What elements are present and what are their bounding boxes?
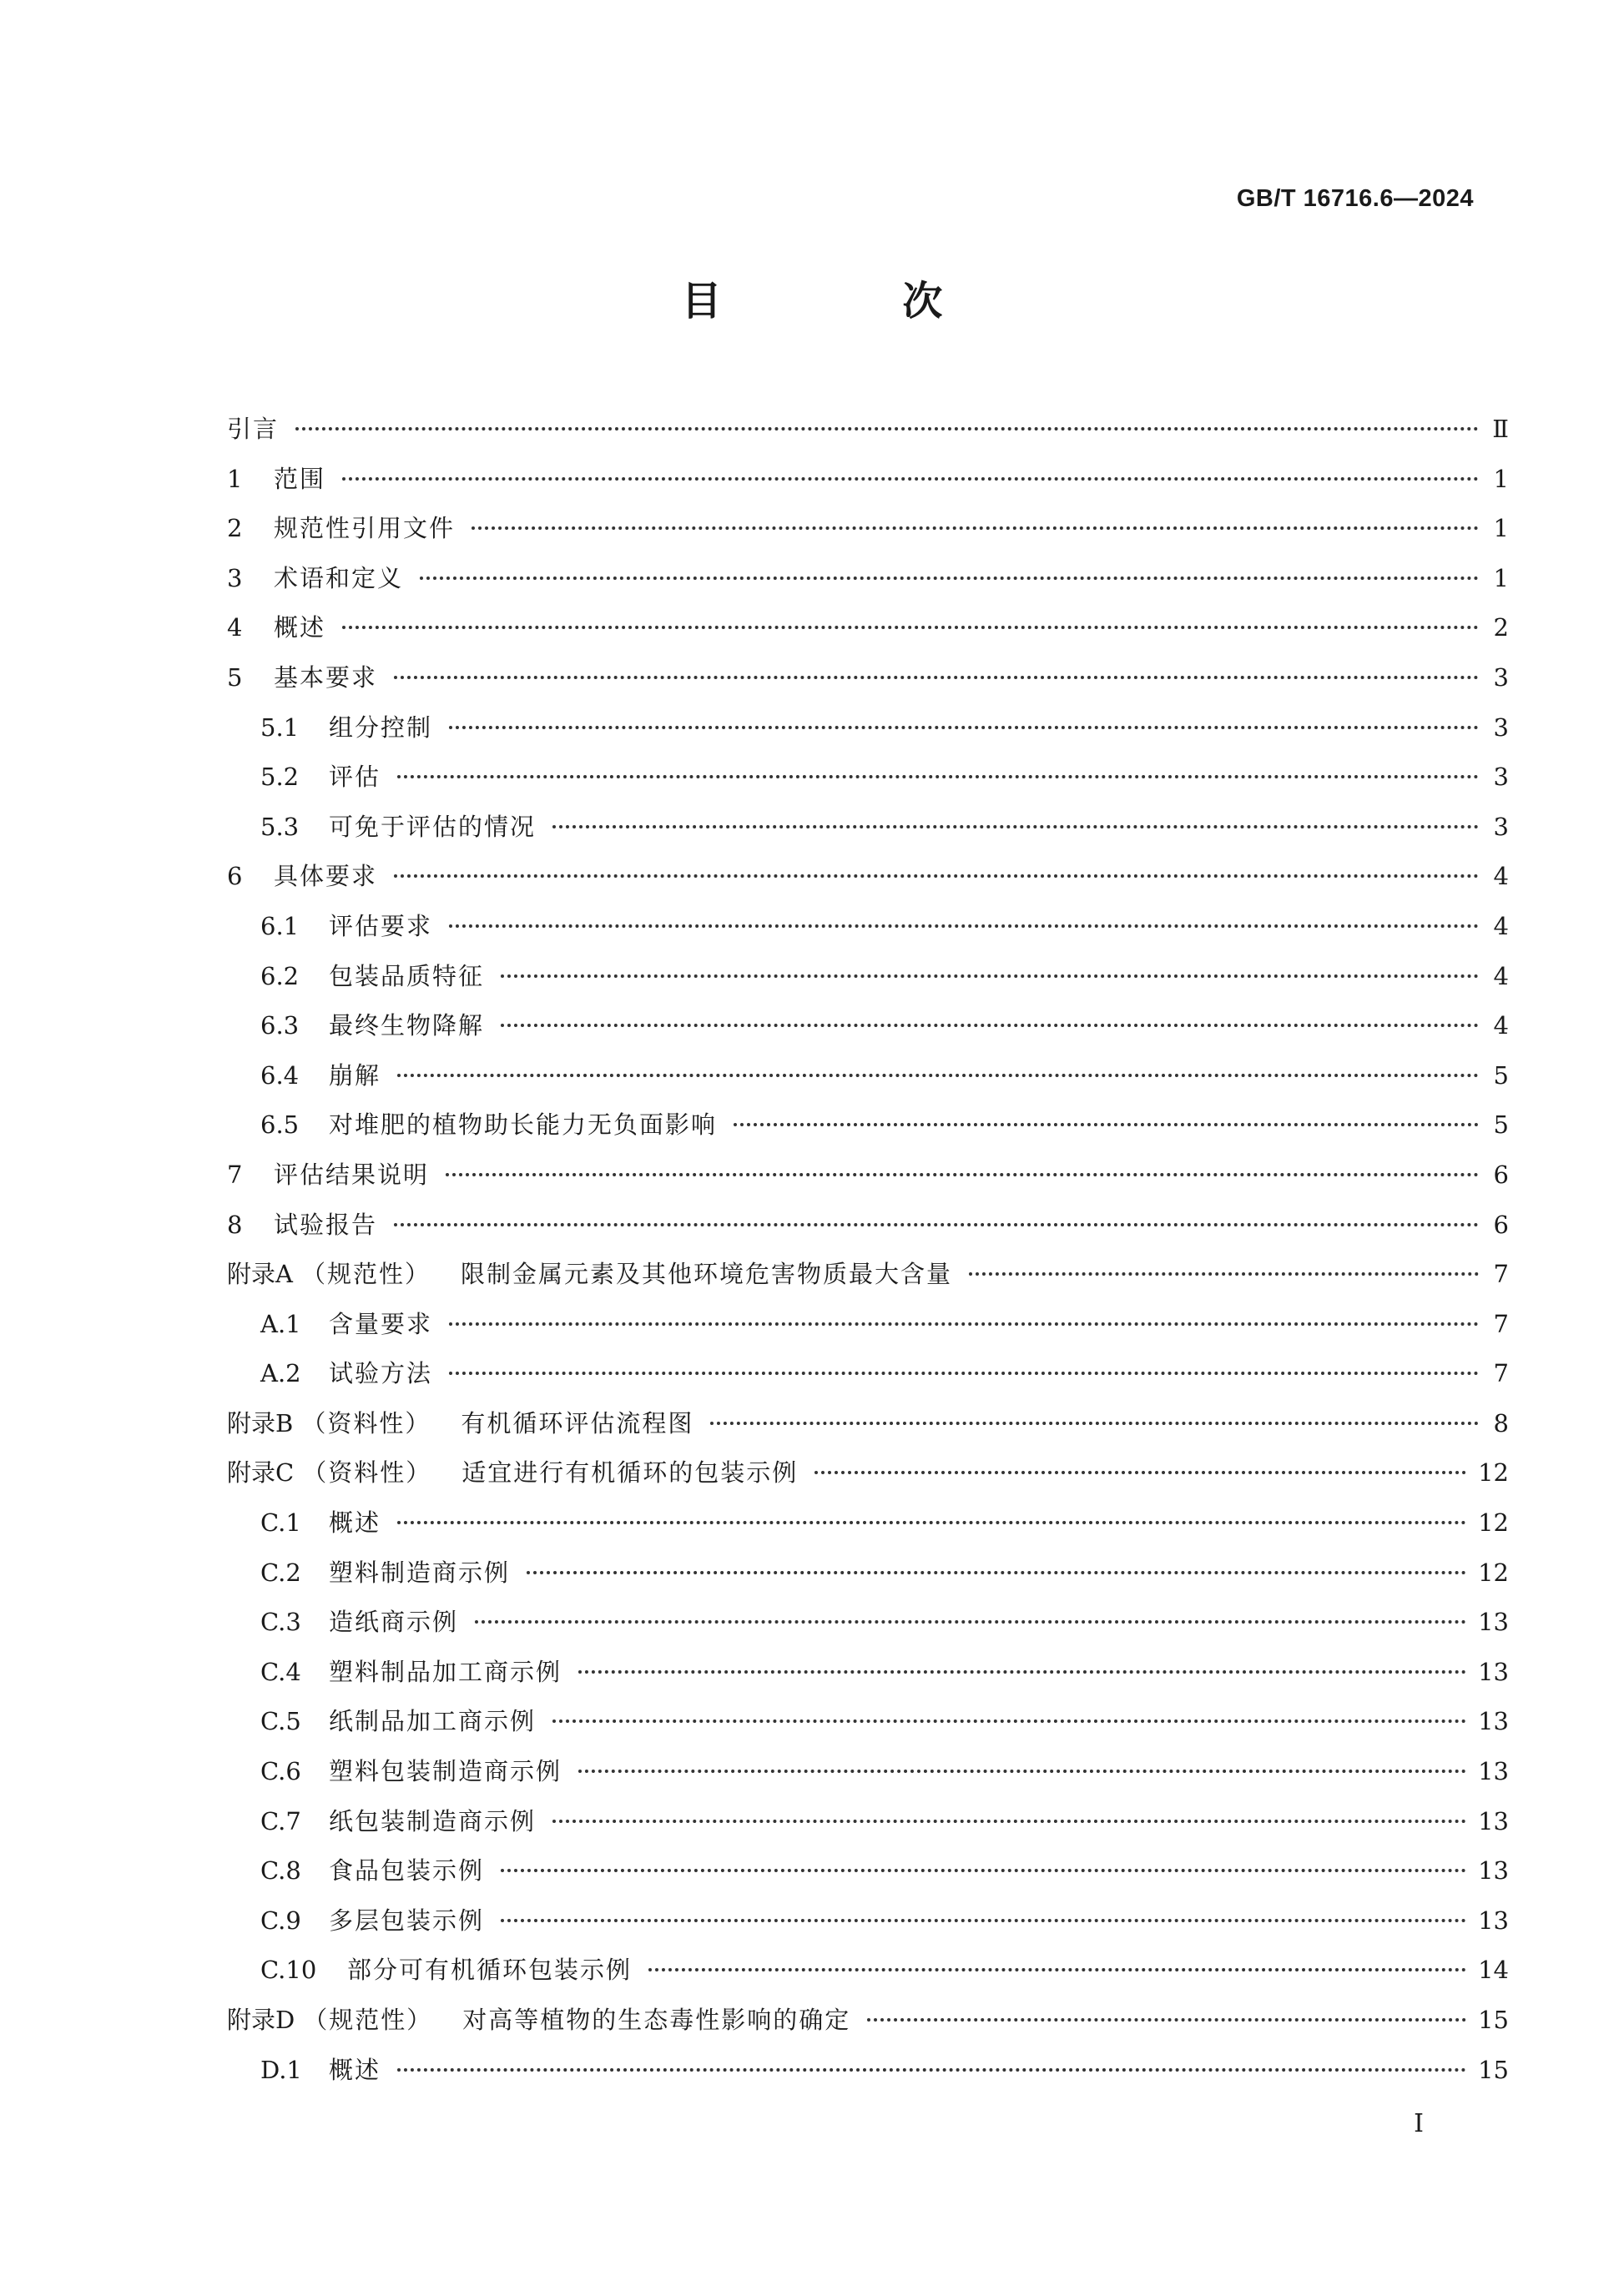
toc-entry[interactable] <box>227 1951 1509 2001</box>
toc-entry[interactable] <box>227 758 1509 808</box>
toc-entry-title: 范围 <box>274 464 326 493</box>
dot-leader <box>578 1670 1466 1674</box>
toc-entry-number: 附录B <box>227 1408 294 1438</box>
toc-entry-number: A.2 <box>260 1359 301 1388</box>
toc-entry[interactable] <box>227 1803 1509 1853</box>
toc-entry[interactable] <box>227 1106 1509 1156</box>
toc-entry-page: 13 <box>1478 1757 1509 1786</box>
dot-leader <box>449 1372 1479 1375</box>
toc-entry-page: 8 <box>1493 1408 1509 1438</box>
dot-leader <box>397 2068 1466 2072</box>
toc-entry-annex-type: （规范性） <box>300 1260 431 1289</box>
toc-entry-title: 纸制品加工商示例 <box>329 1707 537 1736</box>
toc-entry-number: 6.3 <box>260 1011 300 1040</box>
toc-entry[interactable] <box>227 560 1509 610</box>
toc-entry-number: C.3 <box>260 1608 301 1637</box>
toc-entry-title: 对高等植物的生态毒性影响的确定 <box>462 2006 851 2034</box>
toc-entry-title: 有机循环评估流程图 <box>461 1408 694 1438</box>
dot-leader <box>552 825 1479 828</box>
page-number: I <box>1414 2109 1424 2138</box>
toc-entry-page: 5 <box>1493 1110 1509 1140</box>
toc-entry[interactable] <box>227 1156 1509 1206</box>
toc-entry-number: 3 <box>227 563 243 592</box>
dot-leader <box>472 526 1479 530</box>
toc-entry-page: 12 <box>1478 1458 1509 1488</box>
dot-leader <box>342 477 1479 481</box>
toc-entry-number: C.2 <box>260 1558 301 1587</box>
toc-entry-page: 12 <box>1478 1508 1509 1538</box>
toc-entry-page: 13 <box>1478 1806 1509 1835</box>
toc-entry-title: 试验方法 <box>329 1359 433 1388</box>
dot-leader <box>815 1471 1466 1474</box>
toc-entry-title: 引言 <box>227 415 280 443</box>
toc-entry-title: 具体要求 <box>274 862 378 891</box>
toc-entry-title: 试验报告 <box>274 1210 378 1239</box>
toc-entry[interactable] <box>227 858 1509 908</box>
dot-leader <box>394 676 1479 679</box>
dot-leader <box>501 974 1479 978</box>
toc-entry-number: 6 <box>227 862 243 891</box>
toc-entry-number: 附录C <box>227 1458 295 1488</box>
toc-entry-page: 14 <box>1478 1956 1509 1985</box>
toc-entry-number: 6.4 <box>260 1060 300 1090</box>
toc-entry-number: 1 <box>227 464 243 493</box>
dot-leader <box>394 874 1479 878</box>
toc-entry-number: C.7 <box>260 1806 301 1835</box>
toc-entry-page: 13 <box>1478 1657 1509 1686</box>
toc-entry-page: 4 <box>1493 911 1509 940</box>
toc-entry-annex-type: （规范性） <box>303 2006 433 2034</box>
toc-entry[interactable] <box>227 1057 1509 1107</box>
dot-leader <box>552 1719 1466 1723</box>
dot-leader <box>449 924 1479 928</box>
toc-entry-title: 部分可有机循环包装示例 <box>347 1956 633 1985</box>
toc-entry[interactable] <box>227 1206 1509 1256</box>
dot-leader <box>501 1024 1479 1027</box>
toc-entry-page: 12 <box>1478 1558 1509 1587</box>
toc-entry-title: 塑料制造商示例 <box>329 1558 511 1587</box>
toc-entry[interactable] <box>227 1306 1509 1356</box>
dot-leader <box>501 1869 1466 1872</box>
toc-entry[interactable] <box>227 1504 1509 1554</box>
toc-entry-page: 4 <box>1493 961 1509 990</box>
toc-entry[interactable] <box>227 1256 1509 1306</box>
toc-entry-title: 概述 <box>274 613 326 642</box>
dot-leader <box>394 1223 1479 1226</box>
toc-entry[interactable] <box>227 808 1509 858</box>
toc-entry-title: 限制金属元素及其他环境危害物质最大含量 <box>460 1260 952 1289</box>
toc-entry[interactable] <box>227 1007 1509 1057</box>
toc-entry-number: 2 <box>227 514 243 543</box>
toc-entry-page: 3 <box>1493 662 1509 692</box>
toc-entry-title: 概述 <box>329 1508 381 1538</box>
toc-entry[interactable] <box>227 659 1509 709</box>
toc-entry-page: 15 <box>1478 2055 1509 2084</box>
toc-entry-title: 包装品质特征 <box>329 961 485 990</box>
toc-entry-title: 最终生物降解 <box>329 1011 485 1040</box>
dot-leader <box>342 626 1479 629</box>
toc-entry-title: 组分控制 <box>329 712 433 742</box>
toc-entry-page: 13 <box>1478 1608 1509 1637</box>
toc-entry-page: 13 <box>1478 1856 1509 1886</box>
table-of-contents <box>227 410 1509 2101</box>
toc-entry[interactable] <box>227 709 1509 759</box>
toc-entry-title: 食品包装示例 <box>329 1856 485 1886</box>
toc-entry[interactable] <box>227 510 1509 560</box>
toc-entry-page: 6 <box>1493 1160 1509 1189</box>
toc-entry-page: 5 <box>1493 1060 1509 1090</box>
toc-entry-number: 6.2 <box>260 961 300 990</box>
toc-entry-title: 适宜进行有机循环的包装示例 <box>461 1458 799 1488</box>
toc-entry-number: 5.2 <box>260 763 300 792</box>
toc-entry-number: 6.5 <box>260 1110 300 1140</box>
toc-entry-title: 评估结果说明 <box>274 1160 430 1189</box>
toc-entry-page: 1 <box>1493 464 1509 493</box>
toc-entry[interactable] <box>227 1654 1509 1704</box>
toc-entry[interactable] <box>227 1554 1509 1604</box>
dot-leader <box>867 2018 1466 2022</box>
toc-entry-page: 4 <box>1493 1011 1509 1040</box>
toc-entry-page: 4 <box>1493 862 1509 891</box>
toc-entry[interactable] <box>227 609 1509 659</box>
dot-leader <box>420 577 1479 580</box>
standard-code: GB/T 16716.6—2024 <box>1236 185 1474 212</box>
toc-entry-number: 附录D <box>227 2006 295 2034</box>
toc-entry-page: 1 <box>1493 514 1509 543</box>
toc-entry-title: 塑料包装制造商示例 <box>329 1757 562 1786</box>
dot-leader <box>710 1422 1479 1425</box>
dot-leader <box>397 775 1479 778</box>
toc-entry[interactable] <box>227 1355 1509 1405</box>
toc-entry-title: 纸包装制造商示例 <box>329 1806 537 1835</box>
toc-entry[interactable] <box>227 1604 1509 1654</box>
toc-entry-number: C.4 <box>260 1657 301 1686</box>
toc-entry-title: 塑料制品加工商示例 <box>329 1657 562 1686</box>
toc-entry-number: 8 <box>227 1210 243 1239</box>
toc-entry-page: Ⅱ <box>1492 415 1509 443</box>
toc-entry-number: C.8 <box>260 1856 301 1886</box>
toc-entry-number: 6.1 <box>260 911 300 940</box>
toc-entry[interactable] <box>227 410 1509 461</box>
toc-entry-title: 造纸商示例 <box>329 1608 459 1637</box>
toc-entry-page: 2 <box>1493 613 1509 642</box>
toc-entry-page: 7 <box>1493 1309 1509 1338</box>
toc-entry[interactable] <box>227 2052 1509 2102</box>
toc-entry-number: C.1 <box>260 1508 301 1538</box>
toc-entry-number: 附录A <box>227 1260 293 1289</box>
dot-leader <box>648 1968 1466 1971</box>
toc-entry-title: 对堆肥的植物助长能力无负面影响 <box>329 1110 718 1140</box>
dot-leader <box>295 427 1479 430</box>
dot-leader <box>475 1620 1466 1624</box>
dot-leader <box>397 1521 1466 1524</box>
toc-entry-annex-type: （资料性） <box>301 1408 431 1438</box>
toc-entry-title: 基本要求 <box>274 662 378 692</box>
toc-entry-number: A.1 <box>260 1309 301 1338</box>
toc-entry-number: C.10 <box>260 1956 317 1985</box>
toc-entry-page: 3 <box>1493 812 1509 841</box>
toc-entry-number: C.6 <box>260 1757 301 1786</box>
toc-entry-page: 1 <box>1493 563 1509 592</box>
toc-entry-annex-type: （资料性） <box>302 1458 432 1488</box>
toc-entry-page: 15 <box>1478 2006 1509 2034</box>
dot-leader <box>449 1322 1479 1326</box>
toc-entry-title: 评估 <box>329 763 381 792</box>
toc-entry[interactable] <box>227 461 1509 511</box>
toc-entry-number: D.1 <box>260 2055 302 2084</box>
dot-leader <box>527 1571 1466 1574</box>
toc-entry-number: 7 <box>227 1160 243 1189</box>
toc-entry-title: 评估要求 <box>329 911 433 940</box>
toc-entry[interactable] <box>227 1703 1509 1753</box>
toc-entry-page: 3 <box>1493 763 1509 792</box>
dot-leader <box>578 1770 1466 1773</box>
toc-entry[interactable] <box>227 1405 1509 1455</box>
dot-leader <box>969 1272 1479 1276</box>
toc-entry-title: 含量要求 <box>329 1309 433 1338</box>
toc-entry-title: 术语和定义 <box>274 563 404 592</box>
dot-leader <box>446 1173 1479 1176</box>
toc-entry[interactable] <box>227 958 1509 1008</box>
toc-entry-page: 7 <box>1493 1359 1509 1388</box>
toc-entry[interactable] <box>227 908 1509 958</box>
toc-entry-title: 崩解 <box>329 1060 381 1090</box>
dot-leader <box>397 1074 1479 1077</box>
toc-entry-page: 13 <box>1478 1906 1509 1935</box>
toc-entry[interactable] <box>227 1454 1509 1504</box>
toc-entry-number: 4 <box>227 613 243 642</box>
toc-entry-number: 5 <box>227 662 243 692</box>
toc-entry-number: 5.3 <box>260 812 300 841</box>
dot-leader <box>501 1919 1466 1922</box>
toc-entry-number: 5.1 <box>260 712 300 742</box>
toc-entry[interactable] <box>227 1753 1509 1803</box>
toc-entry-title: 可免于评估的情况 <box>329 812 537 841</box>
toc-entry[interactable] <box>227 1902 1509 1952</box>
dot-leader <box>734 1123 1479 1126</box>
toc-entry-title: 多层包装示例 <box>329 1906 485 1935</box>
toc-entry-page: 13 <box>1478 1707 1509 1736</box>
toc-entry-number: C.9 <box>260 1906 301 1935</box>
toc-entry[interactable] <box>227 1852 1509 1902</box>
toc-entry-page: 6 <box>1493 1210 1509 1239</box>
dot-leader <box>449 726 1479 729</box>
toc-entry-page: 7 <box>1493 1260 1509 1289</box>
toc-entry[interactable] <box>227 2001 1509 2052</box>
toc-entry-title: 规范性引用文件 <box>274 514 456 543</box>
dot-leader <box>552 1820 1466 1823</box>
toc-entry-number: C.5 <box>260 1707 301 1736</box>
toc-entry-page: 3 <box>1493 712 1509 742</box>
toc-entry-title: 概述 <box>329 2055 381 2084</box>
page-title: 目 次 <box>681 278 1026 325</box>
